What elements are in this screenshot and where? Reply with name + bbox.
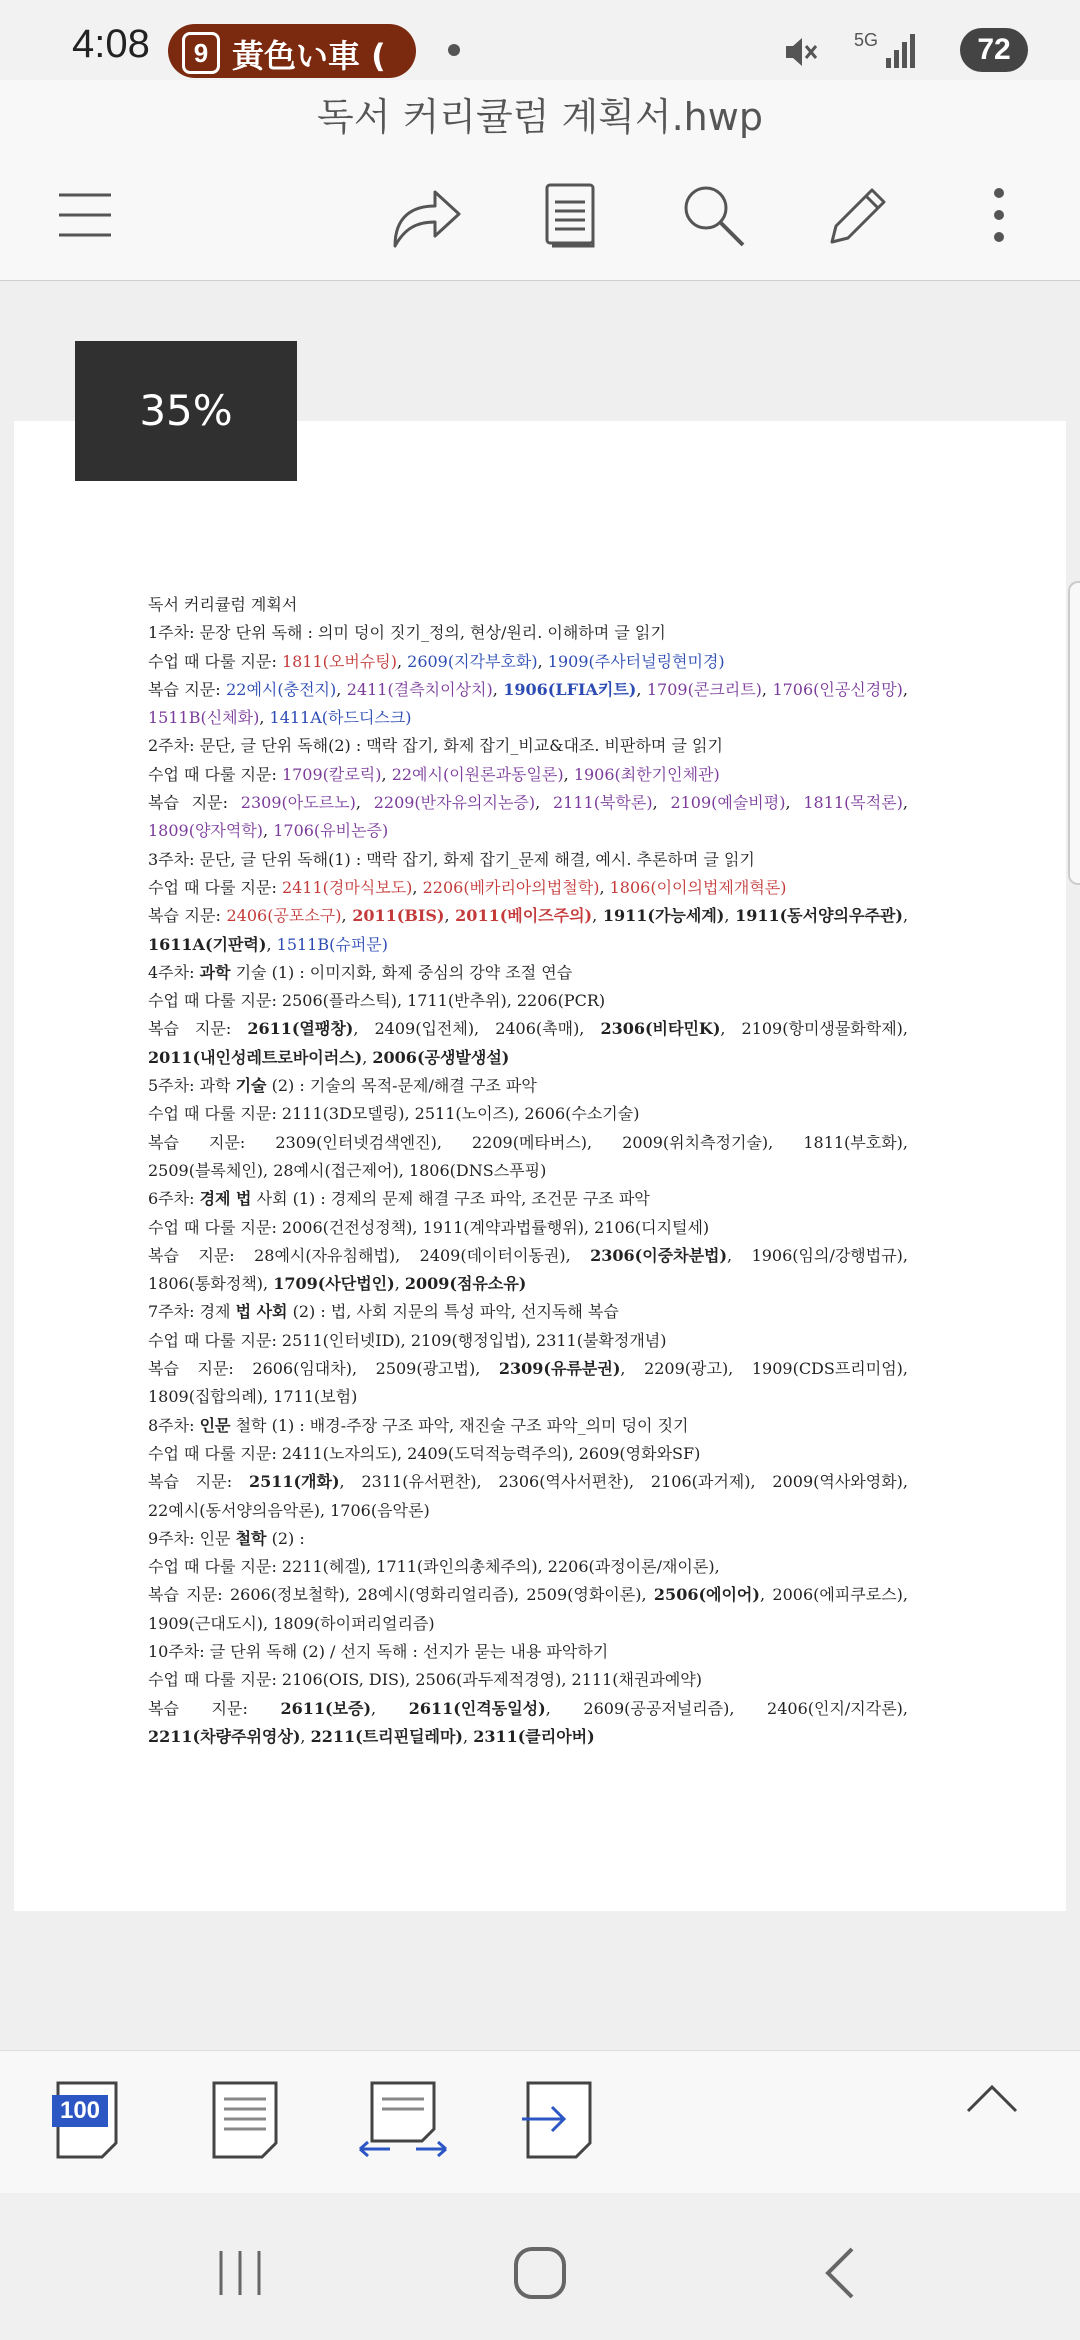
document-line <box>148 902 908 930</box>
document-text-segment: 2611(보증) <box>280 1698 372 1718</box>
document-text-segment: 독서 커리큘럼 계획서 <box>148 595 298 614</box>
document-text-segment: 1611A(기판력) <box>148 934 267 954</box>
document-text-segment: 복습 지문: 28예시(자유침해법), 2409(데이터이동권), <box>148 1245 591 1265</box>
document-text-segment: 철학 (1) : 배경-주장 구조 파악, 재진술 구조 파악_의미 덩이 짓기 <box>230 1415 689 1435</box>
document-text-segment: 수업 때 다룰 지문: 2211(헤겔), 1711(콰인의총체주의), 2206(과정이론/재이론), <box>148 1557 720 1577</box>
document-text-segment: , <box>259 708 270 728</box>
document-line <box>148 732 908 760</box>
document-text-segment: 수업 때 다룰 지문: <box>148 877 282 897</box>
document-text-segment: 2311(클리아버) <box>473 1726 595 1746</box>
share-button[interactable] <box>380 170 470 260</box>
document-text-segment: 1811(목적론) <box>803 793 903 813</box>
document-text-segment: 1909(주사터널링현미경) <box>547 651 725 671</box>
document-line <box>148 846 908 874</box>
document-text-segment: 1811(오버슈팅) <box>281 651 397 671</box>
document-text-segment: 1809(양자역학) <box>148 821 264 841</box>
document-line <box>148 1044 908 1072</box>
document-text-segment: , 2409(입전체), 2406(촉매), <box>353 1019 601 1039</box>
back-button[interactable] <box>800 2233 880 2313</box>
document-text-segment: , <box>463 1726 474 1746</box>
document-text-segment: 2111(북학론) <box>552 793 653 813</box>
document-text-segment: , <box>785 793 804 813</box>
document-text-segment: , 2311(유서편찬), 2306(역사서편찬), 2106(과거제), 2009(역사와영화), <box>339 1472 908 1492</box>
document-text-segment: 2211(트리핀딜레마) <box>310 1726 464 1746</box>
document-text-segment: , 1906(임의/강행법규), <box>727 1245 908 1265</box>
document-text-segment: 1709(콘크리트) <box>646 679 762 699</box>
document-text-segment: , <box>761 679 773 699</box>
document-text-segment: 수업 때 다룰 지문: <box>148 651 282 671</box>
document-line <box>148 1497 908 1525</box>
document-text-segment: 1906(LFIA키트) <box>503 679 637 699</box>
document-text-segment: 2411(결측치이상치) <box>346 679 493 699</box>
document-line <box>148 676 908 704</box>
document-text-segment: 7주차: 경제 <box>148 1302 236 1322</box>
document-text-segment: 복습 지문: 2606(정보철학), 28예시(영화리얼리즘), 2509(영화이론), <box>148 1585 654 1605</box>
document-text-segment: , <box>492 679 504 699</box>
document-text-segment: , <box>300 1726 311 1746</box>
back-icon <box>820 2245 860 2301</box>
document-text-segment: 수업 때 다룰 지문: 2506(플라스틱), 1711(반추위), 2206(PCR) <box>148 991 606 1011</box>
document-text-segment: , <box>336 679 347 699</box>
single-page-button[interactable] <box>206 2079 296 2169</box>
document-line <box>148 987 908 1015</box>
document-title: 독서 커리큘럼 계획서.hwp <box>317 95 763 139</box>
document-text-segment: 복습 지문: 2309(인터넷검색엔진), 2209(메타버스), 2009(위치측정기술), 1811(부호화), <box>148 1132 908 1152</box>
document-text-segment: 기술 <box>235 1076 267 1096</box>
home-icon <box>513 2246 567 2300</box>
document-text-segment: 1411A(하드디스크) <box>269 708 412 728</box>
document-text-segment: 2011(내인성레트로바이러스) <box>148 1047 363 1067</box>
document-text-segment: 복습 지문: <box>148 1698 281 1718</box>
document-text-segment: 수업 때 다룰 지문: 2411(노자의도), 2409(도덕적능력주의), 2609(영화와SF) <box>148 1443 701 1463</box>
scroll-handle[interactable] <box>1068 581 1080 885</box>
document-text-segment: 6주차: <box>148 1189 200 1209</box>
document-text-segment: 2609(지각부호화) <box>407 651 538 671</box>
document-text-segment: 1806(이이의법제개혁론) <box>609 877 787 897</box>
document-text-segment: 9주차: 인문 <box>148 1528 236 1548</box>
document-text-segment: (2) : 기술의 목적-문제/해결 구조 파악 <box>266 1076 537 1096</box>
document-text-segment: (2) : 법, 사회 지문의 특성 파악, 선지독해 복습 <box>287 1302 619 1322</box>
document-text-segment: 복습 지문: <box>148 906 227 926</box>
document-text-segment: 2511(개화) <box>248 1472 340 1492</box>
document-text-segment: , <box>412 877 423 897</box>
share-icon <box>385 180 465 250</box>
document-text-segment: 1주차: 문장 단위 독해 : 의미 덩이 짓기_정의, 현상/원리. 이해하며 글 읽기 <box>148 623 666 643</box>
document-line <box>148 1610 908 1638</box>
document-text-segment: 2주차: 문단, 글 단위 독해(2) : 맥락 잡기, 화제 잡기_비교&대조. 비판하며 글 읽기 <box>148 736 723 756</box>
document-text-segment: 2011(베이즈주의) <box>455 906 593 926</box>
document-text-segment: 수업 때 다룰 지문: 2511(인터넷ID), 2109(행정입법), 2311(불확정개념) <box>148 1330 667 1350</box>
document-line <box>148 619 908 647</box>
document-text-segment: , <box>599 877 610 897</box>
document-text-segment: , <box>394 1274 405 1294</box>
document-line <box>148 1581 908 1609</box>
document-text-segment: , <box>444 906 456 926</box>
document-text-segment: 복습 지문: <box>148 793 241 813</box>
document-line <box>148 1015 908 1043</box>
document-text-segment: 복습 지문: 2606(임대차), 2509(광고법), <box>148 1359 499 1379</box>
document-text-segment: 2109(예술비평) <box>670 793 786 813</box>
document-text-segment: 법 사회 <box>235 1302 288 1322</box>
document-text-segment: 수업 때 다룰 지문: 2111(3D모델링), 2511(노이즈), 2606(수소기술) <box>148 1104 640 1124</box>
actual-size-button[interactable] <box>48 2079 138 2169</box>
document-text-segment: 2306(이중차분법) <box>590 1245 728 1265</box>
document-text-segment: 4주차: <box>148 962 200 982</box>
document-line <box>148 1298 908 1326</box>
recent-apps-icon <box>215 2249 265 2297</box>
system-navigation-bar <box>0 2193 1080 2340</box>
document-text-segment: 1706(인공신경망) <box>772 679 903 699</box>
document-text-segment: 인문 <box>199 1415 231 1435</box>
document-text-segment: , 2006(에피쿠로스), <box>759 1585 908 1605</box>
document-text-segment: , <box>902 793 908 813</box>
notification-badge: 9 <box>182 32 220 74</box>
document-text-segment: , <box>355 793 374 813</box>
document-text-segment: 2509(블록체인), 28예시(접근제어), 1806(DNS스푸핑) <box>148 1160 547 1180</box>
document-text-segment: , <box>266 934 277 954</box>
document-text-segment: 2209(반자유의지논증) <box>373 793 536 813</box>
document-line <box>148 591 908 619</box>
document-text-segment: 5주차: 과학 <box>148 1076 236 1096</box>
fit-width-page-icon <box>358 2079 448 2163</box>
notification-pill <box>168 24 416 78</box>
document-text-segment: 1911(동서양의우주관) <box>735 906 903 926</box>
document-text-segment: 10주차: 글 단위 독해 (2) / 선지 독해 : 선지가 묻는 내용 파악하기 <box>148 1641 609 1661</box>
document-text-segment: , <box>592 906 603 926</box>
document-text-segment: , <box>371 1698 409 1718</box>
document-view-icon <box>544 182 598 248</box>
document-view-button[interactable] <box>526 170 616 260</box>
document-line <box>148 789 908 817</box>
document-text-segment: 복습 지문: <box>148 1472 249 1492</box>
fit-width-button[interactable] <box>358 2079 448 2169</box>
document-line <box>148 1695 908 1723</box>
mute-icon <box>782 32 818 76</box>
document-text-segment: , 2109(항미생물화학제), <box>720 1019 908 1039</box>
status-time: 4:08 <box>72 22 150 66</box>
notification-dot-icon <box>448 44 460 56</box>
document-text-segment: 1809(집합의례), 1711(보험) <box>148 1387 358 1407</box>
document-text-segment: , <box>381 764 392 784</box>
document-text-segment: , <box>535 793 553 813</box>
more-options-button[interactable] <box>954 170 1044 260</box>
document-text-segment: 2206(베카리아의법철학) <box>422 877 600 897</box>
document-text-segment: 1511B(신체화) <box>148 708 260 728</box>
document-text-segment: , <box>652 793 671 813</box>
notification-text: 黃色い車 ( <box>232 37 386 75</box>
document-text-segment: 2611(열팽창) <box>247 1019 354 1039</box>
document-text-segment: , <box>724 906 736 926</box>
document-line <box>148 874 908 902</box>
battery-indicator: 72 <box>960 28 1028 72</box>
document-text-segment: (2) : <box>266 1528 305 1548</box>
document-text-segment: , <box>341 906 353 926</box>
document-line <box>148 1468 908 1496</box>
document-text-segment: 수업 때 다룰 지문: 2106(OIS, DIS), 2506(과두제적경영), 2111(채권과예약) <box>148 1670 703 1690</box>
home-button[interactable] <box>500 2233 580 2313</box>
signal-icon <box>884 30 918 74</box>
document-text-segment: 사회 (1) : 경제의 문제 해결 구조 파악, 조건문 구조 파악 <box>251 1189 650 1209</box>
fit-badge-label: 100 <box>59 2097 101 2124</box>
document-line <box>148 1412 908 1440</box>
document-text-segment: 22예시(이원론과동일론) <box>391 764 564 784</box>
document-text-segment: 복습 지문: <box>148 1019 248 1039</box>
document-line <box>148 704 908 732</box>
document-text-segment: 2611(인격동일성) <box>408 1698 546 1718</box>
document-line <box>148 1185 908 1213</box>
document-text-segment: 경제 법 <box>199 1189 252 1209</box>
document-line <box>148 931 908 959</box>
document-text-segment: 1909(근대도시), 1809(하이퍼리얼리즘) <box>148 1613 435 1633</box>
document-line <box>148 1525 908 1553</box>
document-text-segment: 2411(경마식보도) <box>281 877 413 897</box>
document-line <box>148 1327 908 1355</box>
document-text-segment: 수업 때 다룰 지문: 2006(건전성정책), 1911(계약과법률행위), 2106(디지털세) <box>148 1217 710 1237</box>
document-text-segment: 1709(사단법인) <box>273 1274 395 1294</box>
search-icon <box>680 182 746 248</box>
document-line <box>148 1157 908 1185</box>
document-text-segment: , 2609(공공저널리즘), 2406(인지/지각론), <box>545 1698 908 1718</box>
document-text-segment: 2309(유류분권) <box>498 1359 621 1379</box>
document-line <box>148 1072 908 1100</box>
document-line <box>148 1638 908 1666</box>
document-text-segment: 3주차: 문단, 글 단위 독해(1) : 맥락 잡기, 화제 잡기_문제 해결, 예시. 추론하며 글 읽기 <box>148 849 755 869</box>
document-text-segment: 2009(점유소유) <box>404 1274 527 1294</box>
document-text-segment: 1709(칼로릭) <box>281 764 382 784</box>
document-text-segment: 과학 <box>199 962 231 982</box>
document-line <box>148 1129 908 1157</box>
edit-pencil-icon <box>826 182 892 248</box>
document-text-segment: 1511B(슈퍼문) <box>276 934 388 954</box>
document-line <box>148 1666 908 1694</box>
menu-button[interactable] <box>40 170 130 260</box>
document-text-segment: 기술 (1) : 이미지화, 화제 중심의 강약 조절 연습 <box>230 962 573 982</box>
document-text-segment: 2011(BIS) <box>352 906 445 926</box>
more-options-icon <box>992 187 1006 243</box>
document-line <box>148 1553 908 1581</box>
document-line <box>148 1100 908 1128</box>
document-text-segment: , <box>902 679 908 699</box>
document-body <box>148 591 908 1751</box>
document-text-segment: 2306(비타민K) <box>600 1019 721 1039</box>
document-text-segment: 22예시(동서양의음악론), 1706(음악론) <box>148 1500 430 1520</box>
chevron-up-icon <box>962 2079 1022 2119</box>
document-text-segment: 22예시(충전지) <box>226 679 337 699</box>
single-page-icon <box>206 2079 286 2163</box>
recent-apps-button[interactable] <box>200 2233 280 2313</box>
document-text-segment: 복습 지문: <box>148 679 227 699</box>
document-line <box>148 1355 908 1383</box>
document-text-segment: , <box>563 764 574 784</box>
expand-toolbar-button[interactable] <box>962 2079 1052 2169</box>
document-text-segment: 2211(차량주위영상) <box>148 1726 301 1746</box>
document-text-segment: , 2209(광고), 1909(CDS프리미엄), <box>620 1359 908 1379</box>
bottom-toolbar <box>0 2050 1080 2194</box>
document-text-segment: 2309(아도르노) <box>240 793 356 813</box>
document-text-segment: 2506(에이어) <box>653 1585 760 1605</box>
document-line <box>148 648 908 676</box>
app-header <box>0 80 1080 281</box>
document-text-segment: , <box>636 679 647 699</box>
document-text-segment: 2006(공생발생설) <box>372 1047 510 1067</box>
document-text-segment: , <box>362 1047 373 1067</box>
document-line <box>148 1383 908 1411</box>
document-text-segment: 1906(최한기인체관) <box>573 764 720 784</box>
document-line <box>148 1214 908 1242</box>
document-text-segment: , <box>396 651 408 671</box>
document-line <box>148 761 908 789</box>
search-button[interactable] <box>668 170 758 260</box>
document-viewer[interactable] <box>0 281 1080 2051</box>
document-text-segment: 8주차: <box>148 1415 200 1435</box>
document-line <box>148 959 908 987</box>
document-line <box>148 1440 908 1468</box>
document-text-segment: , <box>263 821 274 841</box>
document-text-segment: 1706(유비논증) <box>273 821 389 841</box>
document-text-segment: 철학 <box>235 1528 267 1548</box>
document-text-segment: 2406(공포소구) <box>226 906 342 926</box>
document-line <box>148 1242 908 1270</box>
go-to-page-button[interactable] <box>518 2079 608 2169</box>
menu-icon <box>57 191 113 239</box>
document-text-segment: , <box>537 651 548 671</box>
document-line <box>148 1723 908 1751</box>
edit-button[interactable] <box>814 170 904 260</box>
document-text-segment: 1806(통화정책), <box>148 1274 274 1294</box>
document-text-segment: 1911(가능세계) <box>602 906 725 926</box>
document-line <box>148 1270 908 1298</box>
document-text-segment: 수업 때 다룰 지문: <box>148 764 282 784</box>
document-line <box>148 817 908 845</box>
zoom-level-badge: 35% <box>75 341 297 481</box>
go-to-page-icon <box>518 2079 598 2163</box>
network-label: 5G <box>853 30 878 50</box>
document-text-segment: , <box>902 906 908 926</box>
